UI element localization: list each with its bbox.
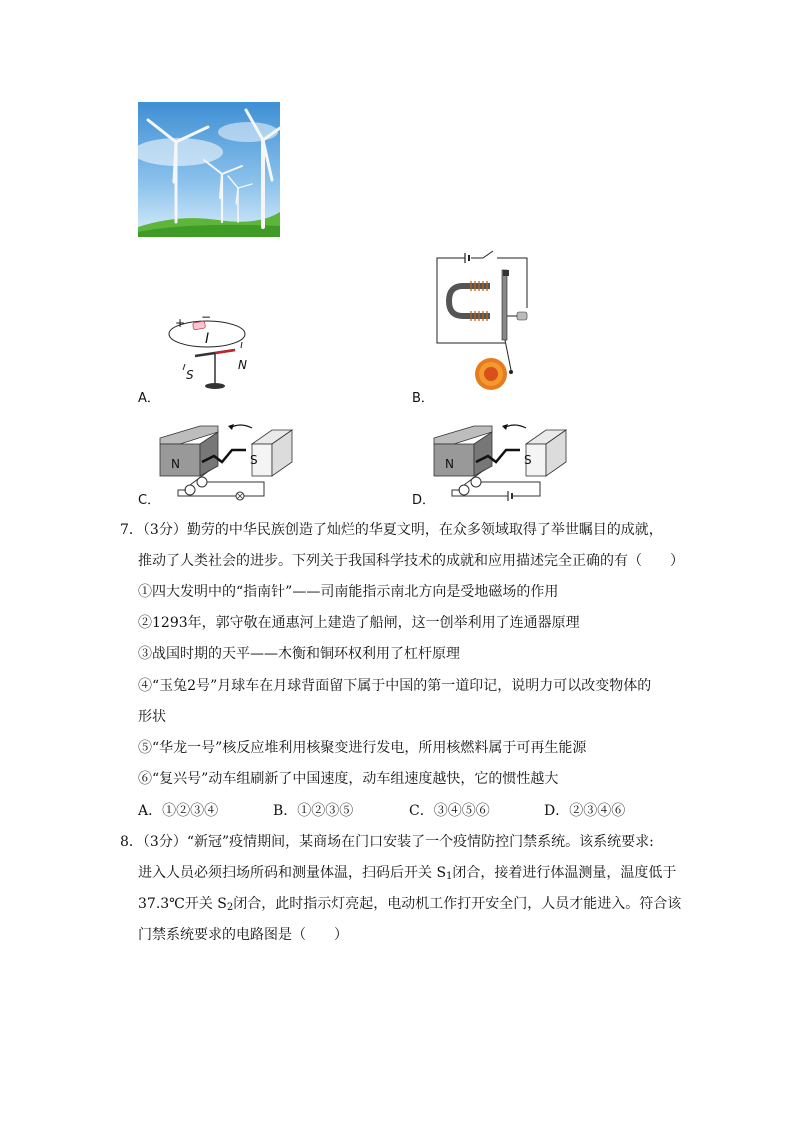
option-c-south-label: S	[250, 453, 258, 467]
q8-line3-text-b: 闭合，此时指示灯亮起，电动机工作打开安全门，人员才能进入。符合该	[233, 896, 682, 912]
wind-turbine-photo	[138, 102, 280, 237]
q7-item-4-line1: ④“玉兔2号”月球车在月球背面留下属于中国的第一道印记，说明力可以改变物体的	[138, 678, 652, 694]
option-a-label[interactable]: A．	[138, 391, 160, 406]
q7-choice-c[interactable]: C．③④⑤⑥	[409, 803, 490, 819]
q7-item-6: ⑥“复兴号”动车组刷新了中国速度，动车组速度越快，它的惯性越大	[138, 771, 559, 787]
q8-stem-line2	[138, 864, 676, 882]
option-b-label[interactable]: B．	[412, 391, 434, 406]
option-d-south-label: S	[524, 453, 532, 467]
q8-stem-line1: 8．（3分）“新冠”疫情期间，某商场在门口安装了一个疫情防控门禁系统。该系统要求:	[120, 834, 654, 850]
option-c-north-label: N	[171, 457, 180, 471]
electric-bell-figure	[435, 248, 535, 393]
q7-item-5: ⑤“华龙一号”核反应堆利用核聚变进行发电，所用核燃料属于可再生能源	[138, 740, 587, 756]
option-a-north-label: N	[238, 358, 247, 372]
q7-item-4-line2: 形状	[138, 709, 166, 725]
option-d-north-label: N	[445, 457, 454, 471]
q8-line3-text-a: 37.3℃开关 S	[138, 896, 227, 912]
option-a-south-label: S	[186, 368, 194, 382]
option-a-plus-sign: +	[175, 316, 186, 330]
option-a-minus-sign: −	[201, 310, 212, 324]
q7-item-1: ①四大发明中的“指南针”——司南能指示南北方向是受地磁场的作用	[138, 584, 559, 600]
generator-with-lamp-figure	[160, 420, 295, 502]
generator-with-battery-figure	[434, 420, 569, 502]
q8-stem-line4: 门禁系统要求的电路图是（ ）	[138, 927, 348, 943]
q8-line2-text-a: 进入人员必须扫场所码和测量体温，扫码后开关 S	[138, 865, 447, 881]
q7-choice-b[interactable]: B．①②③⑤	[273, 803, 354, 819]
q8-stem-line3	[138, 895, 681, 913]
q7-stem-line2: 推动了人类社会的进步。下列关于我国科学技术的成就和应用描述完全正确的有（ ）	[138, 553, 684, 569]
q7-item-3: ③战国时期的天平——木衡和铜环权利用了杠杆原理	[138, 646, 460, 662]
switch-s1-subscript: 1	[446, 871, 453, 882]
q7-item-2: ②1293年，郭守敬在通惠河上建造了船闸，这一创举利用了连通器原理	[138, 615, 580, 631]
q8-line2-text-b: 闭合，接着进行体温测量，温度低于	[452, 865, 677, 881]
q7-choice-a[interactable]: A．①②③④	[138, 803, 219, 819]
option-c-label[interactable]: C．	[138, 493, 161, 508]
q7-stem-line1: 7．（3分）勤劳的中华民族创造了灿烂的华夏文明，在众多领域取得了举世瞩目的成就，	[120, 522, 663, 538]
option-d-label[interactable]: D．	[412, 493, 436, 508]
option-a-current-label: I	[205, 331, 210, 347]
switch-s2-subscript: 2	[226, 902, 234, 913]
q7-choice-d[interactable]: D．②③④⑥	[544, 803, 626, 819]
